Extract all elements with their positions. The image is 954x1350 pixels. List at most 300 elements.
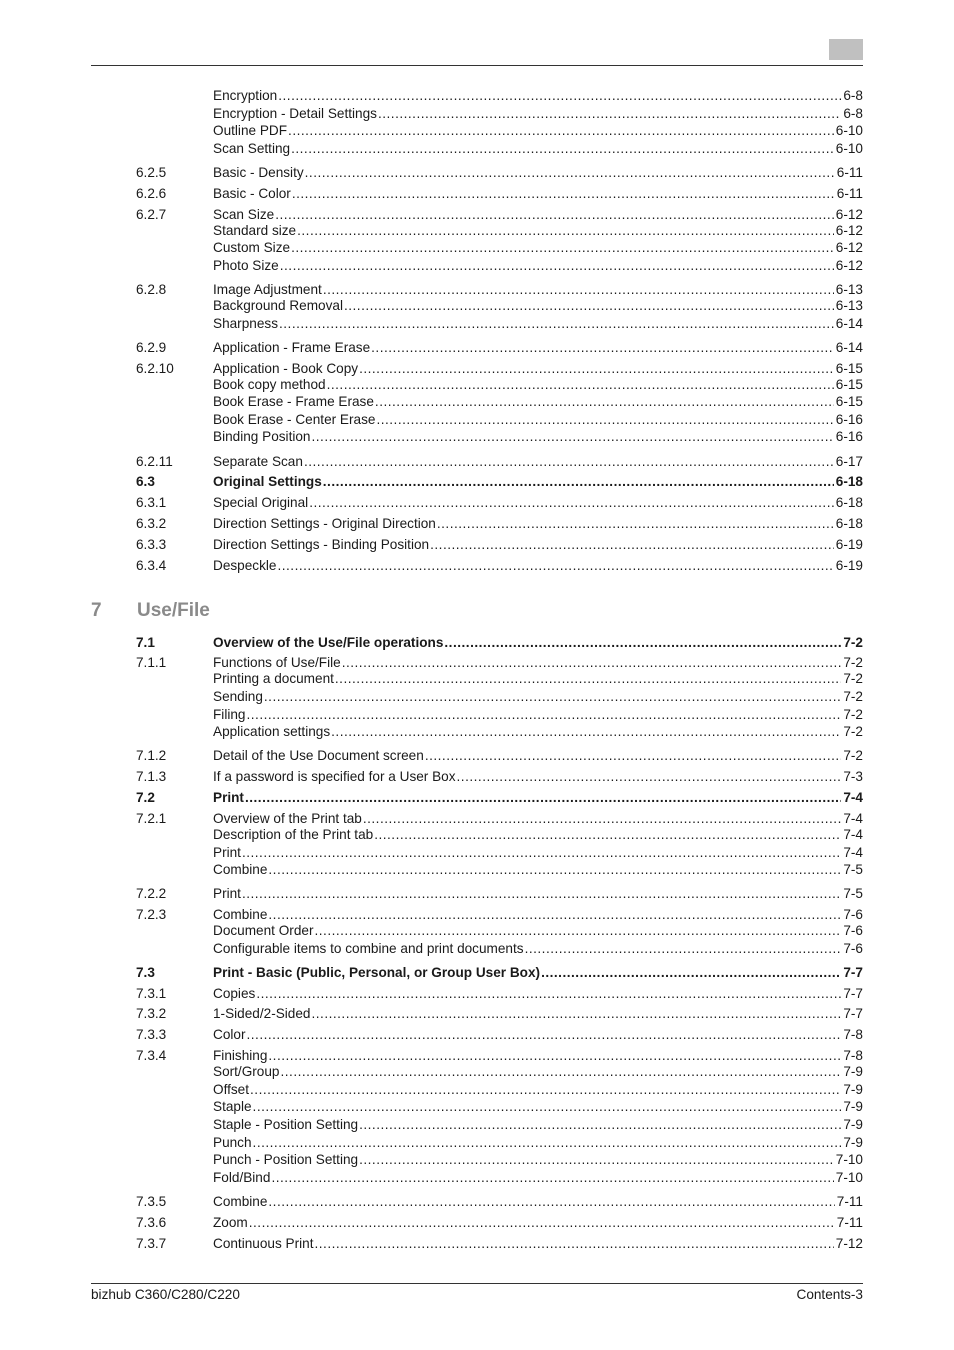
dot-leader xyxy=(525,940,842,957)
toc-entry-number: 7.3.3 xyxy=(136,1027,167,1042)
dot-leader xyxy=(256,985,841,1002)
toc-entry-title: Binding Position xyxy=(213,429,311,444)
toc-entry[interactable] xyxy=(0,239,954,256)
toc-entry-number: 7.1.1 xyxy=(136,655,167,670)
toc-entry-line xyxy=(213,844,863,861)
toc-entry-number: 6.2.5 xyxy=(136,165,167,180)
toc-entry[interactable] xyxy=(0,122,954,139)
toc-entry-number: 6.2.10 xyxy=(136,361,174,376)
toc-entry-number: 7.2.3 xyxy=(136,907,167,922)
toc-entry[interactable] xyxy=(0,826,954,843)
toc-entry-title: Printing a document xyxy=(213,671,334,686)
toc-entry[interactable] xyxy=(0,1235,954,1252)
dot-leader xyxy=(292,185,835,202)
toc-entry-line xyxy=(213,360,863,377)
dot-leader xyxy=(444,634,841,651)
toc-entry-line xyxy=(213,536,863,553)
toc-entry-title: Punch - Position Setting xyxy=(213,1152,359,1167)
toc-entry-page: 7-6 xyxy=(843,941,863,956)
toc-entry-title: Color xyxy=(213,1027,246,1042)
toc-entry-line xyxy=(213,1098,863,1115)
toc-entry-title: Combine xyxy=(213,862,268,877)
toc-entry-title: Sending xyxy=(213,689,263,704)
toc-entry[interactable] xyxy=(0,206,954,223)
toc-entry-line xyxy=(213,861,863,878)
toc-entry-line xyxy=(213,140,863,157)
toc-entry-line xyxy=(213,315,863,332)
toc-entry[interactable] xyxy=(0,1214,954,1231)
toc-entry-title: Description of the Print tab xyxy=(213,827,374,842)
toc-entry-title: Copies xyxy=(213,986,256,1001)
toc-entry[interactable] xyxy=(0,747,954,764)
toc-entry[interactable] xyxy=(0,557,954,574)
toc-entry-title: 1-Sided/2-Sided xyxy=(213,1006,311,1021)
toc-entry[interactable] xyxy=(0,140,954,157)
toc-entry-page: 6-8 xyxy=(843,88,863,103)
toc-entry[interactable] xyxy=(0,940,954,957)
dot-leader xyxy=(281,1063,842,1080)
chapter-heading xyxy=(91,600,210,622)
toc-entry-line xyxy=(213,1026,863,1043)
toc-entry[interactable] xyxy=(0,494,954,511)
toc-entry-page: 6-13 xyxy=(835,298,863,313)
toc-entry-line xyxy=(213,706,863,723)
toc-entry-number: 7.3.2 xyxy=(136,1006,167,1021)
toc-entry-title: Original Settings xyxy=(213,474,322,489)
toc-entry[interactable] xyxy=(0,723,954,740)
dot-leader xyxy=(253,1134,842,1151)
toc-entry-line xyxy=(213,411,863,428)
toc-entry-page: 6-15 xyxy=(835,394,863,409)
toc-entry-number: 7.3.1 xyxy=(136,986,167,1001)
dot-leader xyxy=(249,1214,835,1231)
toc-entry[interactable] xyxy=(0,87,954,104)
toc-entry[interactable] xyxy=(0,789,954,806)
toc-entry-title: Offset xyxy=(213,1082,250,1097)
dot-leader xyxy=(246,1026,841,1043)
toc-entry-page: 7-6 xyxy=(843,923,863,938)
toc-entry[interactable] xyxy=(0,257,954,274)
toc-entry[interactable] xyxy=(0,1005,954,1022)
toc-entry-title: Encryption - Detail Settings xyxy=(213,106,377,121)
dot-leader xyxy=(371,339,834,356)
toc-entry-number: 6.3 xyxy=(136,474,155,489)
toc-entry-page: 7-3 xyxy=(843,769,863,784)
toc-entry-line xyxy=(213,940,863,957)
dot-leader xyxy=(363,810,842,827)
dot-leader xyxy=(264,688,841,705)
toc-entry-line xyxy=(213,1116,863,1133)
toc-entry-line xyxy=(213,1081,863,1098)
dot-leader xyxy=(279,315,834,332)
toc-entry-title: Print xyxy=(213,845,241,860)
toc-entry-page: 7-2 xyxy=(843,748,863,763)
toc-entry[interactable] xyxy=(0,453,954,470)
dot-leader xyxy=(374,826,841,843)
toc-entry-page: 7-2 xyxy=(843,635,863,650)
toc-entry-line xyxy=(213,1134,863,1151)
toc-entry-line xyxy=(213,1214,863,1231)
toc-entry-number: 6.2.7 xyxy=(136,207,167,222)
toc-entry-page: 7-5 xyxy=(843,886,863,901)
toc-entry-page: 6-14 xyxy=(835,340,863,355)
toc-entry-title: Print - Basic (Public, Personal, or Group User Box) xyxy=(213,965,541,980)
toc-entry[interactable] xyxy=(0,281,954,298)
toc-entry[interactable] xyxy=(0,393,954,410)
toc-entry-page: 6-18 xyxy=(835,516,863,531)
toc-entry-line xyxy=(213,1169,863,1186)
dot-leader xyxy=(305,164,835,181)
toc-entry-page: 6-8 xyxy=(843,106,863,121)
toc-entry-number: 6.2.8 xyxy=(136,282,167,297)
dot-leader xyxy=(268,1193,834,1210)
toc-entry-title: Scan Setting xyxy=(213,141,291,156)
toc-entry-line xyxy=(213,257,863,274)
toc-entry[interactable] xyxy=(0,411,954,428)
toc-entry-title: Fold/Bind xyxy=(213,1170,271,1185)
dot-leader xyxy=(342,654,842,671)
toc-entry-page: 7-10 xyxy=(835,1152,863,1167)
toc-entry-page: 7-2 xyxy=(843,724,863,739)
toc-entry-page: 6-15 xyxy=(835,361,863,376)
toc-entry-number: 6.2.6 xyxy=(136,186,167,201)
toc-entry-title: Encryption xyxy=(213,88,278,103)
toc-entry[interactable] xyxy=(0,164,954,181)
toc-entry-line xyxy=(213,885,863,902)
toc-entry[interactable] xyxy=(0,844,954,861)
toc-entry-title: Basic - Density xyxy=(213,165,304,180)
toc-entry-page: 7-4 xyxy=(843,845,863,860)
toc-entry-page: 7-7 xyxy=(843,1006,863,1021)
toc-entry-title: Overview of the Use/File operations xyxy=(213,635,444,650)
toc-entry-line xyxy=(213,985,863,1002)
toc-entry-number: 7.1.3 xyxy=(136,769,167,784)
toc-entry-line xyxy=(213,634,863,651)
toc-entry-line xyxy=(213,1193,863,1210)
toc-entry-line xyxy=(213,281,863,298)
toc-entry-line xyxy=(213,747,863,764)
toc-entry-page: 6-16 xyxy=(835,429,863,444)
toc-entry-line xyxy=(213,297,863,314)
toc-entry[interactable] xyxy=(0,105,954,122)
toc-entry-number: 7.3.7 xyxy=(136,1236,167,1251)
toc-entry-page: 7-4 xyxy=(843,790,863,805)
toc-entry-title: Book copy method xyxy=(213,377,326,392)
toc-entry-title: Staple xyxy=(213,1099,252,1114)
toc-entry-line xyxy=(213,339,863,356)
toc-entry-page: 7-12 xyxy=(835,1236,863,1251)
dot-leader xyxy=(291,140,834,157)
toc-entry-line xyxy=(213,723,863,740)
toc-entry-page: 7-2 xyxy=(843,655,863,670)
dot-leader xyxy=(297,222,834,239)
toc-entry-line xyxy=(213,826,863,843)
toc-entry[interactable] xyxy=(0,222,954,239)
toc-entry-page: 6-18 xyxy=(835,495,863,510)
dot-leader xyxy=(288,122,834,139)
toc-entry-title: Basic - Color xyxy=(213,186,291,201)
toc-entry[interactable] xyxy=(0,515,954,532)
toc-entry-title: If a password is specified for a User Box xyxy=(213,769,456,784)
toc-entry-line xyxy=(213,789,863,806)
toc-entry-title: Overview of the Print tab xyxy=(213,811,362,826)
toc-entry[interactable] xyxy=(0,1063,954,1080)
toc-entry-page: 6-10 xyxy=(835,123,863,138)
toc-entry[interactable] xyxy=(0,985,954,1002)
dot-leader xyxy=(304,453,834,470)
toc-entry-page: 6-17 xyxy=(835,454,863,469)
toc-entry-line xyxy=(213,1005,863,1022)
toc-entry-title: Despeckle xyxy=(213,558,277,573)
toc-entry-line xyxy=(213,515,863,532)
toc-entry-title: Punch xyxy=(213,1135,252,1150)
toc-entry-title: Direction Settings - Binding Position xyxy=(213,537,430,552)
toc-entry-line xyxy=(213,206,863,223)
toc-entry-line xyxy=(213,473,863,490)
toc-entry-number: 6.2.11 xyxy=(136,454,173,469)
dot-leader xyxy=(359,1116,841,1133)
toc-entry-line xyxy=(213,494,863,511)
toc-entry-line xyxy=(213,453,863,470)
toc-entry-number: 6.3.2 xyxy=(136,516,167,531)
toc-entry[interactable] xyxy=(0,964,954,981)
toc-entry-line xyxy=(213,1063,863,1080)
toc-entry-page: 6-10 xyxy=(835,141,863,156)
toc-entry[interactable] xyxy=(0,885,954,902)
toc-entry-page: 7-8 xyxy=(843,1048,863,1063)
dot-leader xyxy=(376,411,833,428)
dot-leader xyxy=(457,768,842,785)
toc-entry-title: Sharpness xyxy=(213,316,278,331)
dot-leader xyxy=(268,1047,841,1064)
toc-entry-page: 7-10 xyxy=(835,1170,863,1185)
toc-entry[interactable] xyxy=(0,922,954,939)
footer-page-number: Contents-3 xyxy=(796,1287,863,1302)
toc-entry-number: 6.3.1 xyxy=(136,495,167,510)
toc-entry-line xyxy=(213,670,863,687)
toc-entry[interactable] xyxy=(0,315,954,332)
dot-leader xyxy=(278,87,841,104)
toc-entry-page: 7-4 xyxy=(843,811,863,826)
toc-entry-title: Application settings xyxy=(213,724,331,739)
toc-entry[interactable] xyxy=(0,473,954,490)
toc-entry-line xyxy=(213,964,863,981)
dot-leader xyxy=(323,281,834,298)
toc-entry[interactable] xyxy=(0,670,954,687)
dot-leader xyxy=(309,494,834,511)
toc-entry-line xyxy=(213,428,863,445)
toc-entry-title: Print xyxy=(213,790,244,805)
toc-entry-page: 7-7 xyxy=(843,986,863,1001)
toc-entry-title: Filing xyxy=(213,707,246,722)
toc-entry-title: Detail of the Use Document screen xyxy=(213,748,424,763)
toc-entry-line xyxy=(213,1047,863,1064)
toc-entry[interactable] xyxy=(0,654,954,671)
toc-entry[interactable] xyxy=(0,297,954,314)
toc-entry-title: Configurable items to combine and print documents xyxy=(213,941,524,956)
toc-entry[interactable] xyxy=(0,1193,954,1210)
toc-entry-line xyxy=(213,654,863,671)
toc-entry-line xyxy=(213,1235,863,1252)
toc-entry-page: 6-12 xyxy=(835,223,863,238)
toc-entry-page: 6-15 xyxy=(835,377,863,392)
toc-entry[interactable] xyxy=(0,428,954,445)
dot-leader xyxy=(250,1081,841,1098)
toc-entry-line xyxy=(213,906,863,923)
dot-leader xyxy=(315,1235,834,1252)
toc-entry-title: Application - Book Copy xyxy=(213,361,359,376)
toc-entry-page: 7-2 xyxy=(843,689,863,704)
toc-entry-title: Combine xyxy=(213,1194,268,1209)
toc-entry-title: Functions of Use/File xyxy=(213,655,341,670)
toc-entry-line xyxy=(213,557,863,574)
toc-entry-title: Separate Scan xyxy=(213,454,303,469)
dot-leader xyxy=(275,206,834,223)
toc-entry[interactable] xyxy=(0,1116,954,1133)
toc-entry-page: 6-11 xyxy=(836,186,863,201)
toc-entry-number: 7.3.6 xyxy=(136,1215,167,1230)
toc-entry-title: Staple - Position Setting xyxy=(213,1117,359,1132)
dot-leader xyxy=(242,885,841,902)
toc-entry[interactable] xyxy=(0,339,954,356)
toc-entry-line xyxy=(213,185,863,202)
toc-entry[interactable] xyxy=(0,688,954,705)
dot-leader xyxy=(242,844,841,861)
toc-entry-number: 7.3 xyxy=(136,965,155,980)
toc-entry-page: 7-11 xyxy=(836,1194,863,1209)
dot-leader xyxy=(430,536,834,553)
toc-entry-page: 7-8 xyxy=(843,1027,863,1042)
toc-entry[interactable] xyxy=(0,706,954,723)
dot-leader xyxy=(344,297,834,314)
dot-leader xyxy=(268,906,841,923)
chapter-number: 7 xyxy=(91,600,102,621)
dot-leader xyxy=(378,105,841,122)
toc-entry-number: 6.3.4 xyxy=(136,558,167,573)
toc-entry-page: 7-4 xyxy=(843,827,863,842)
toc-entry-title: Background Removal xyxy=(213,298,343,313)
toc-entry-title: Continuous Print xyxy=(213,1236,314,1251)
toc-entry[interactable] xyxy=(0,810,954,827)
toc-entry[interactable] xyxy=(0,185,954,202)
dot-leader xyxy=(268,861,841,878)
toc-entry-number: 7.3.5 xyxy=(136,1194,167,1209)
toc-entry-number: 6.3.3 xyxy=(136,537,167,552)
toc-entry-page: 7-9 xyxy=(843,1135,863,1150)
toc-entry[interactable] xyxy=(0,360,954,377)
toc-entry-page: 6-19 xyxy=(835,537,863,552)
toc-entry[interactable] xyxy=(0,634,954,651)
toc-entry-title: Direction Settings - Original Direction xyxy=(213,516,436,531)
toc-entry[interactable] xyxy=(0,1134,954,1151)
toc-entry-title: Standard size xyxy=(213,223,297,238)
toc-entry-number: 7.3.4 xyxy=(136,1048,167,1063)
dot-leader xyxy=(280,257,834,274)
toc-entry-number: 7.2 xyxy=(136,790,155,805)
toc-entry[interactable] xyxy=(0,1169,954,1186)
toc-entry-line xyxy=(213,222,863,239)
toc-entry-page: 7-5 xyxy=(843,862,863,877)
toc-entry[interactable] xyxy=(0,906,954,923)
toc-entry-page: 6-12 xyxy=(835,258,863,273)
dot-leader xyxy=(323,473,834,490)
toc-entry-page: 6-13 xyxy=(835,282,863,297)
footer-product-name: bizhub C360/C280/C220 xyxy=(91,1287,240,1302)
dot-leader xyxy=(245,789,841,806)
dot-leader xyxy=(253,1098,842,1115)
toc-entry-title: Outline PDF xyxy=(213,123,288,138)
dot-leader xyxy=(359,360,834,377)
toc-entry-title: Finishing xyxy=(213,1048,268,1063)
dot-leader xyxy=(437,515,834,532)
toc-entry-title: Document Order xyxy=(213,923,314,938)
toc-entry-page: 6-14 xyxy=(835,316,863,331)
toc-entry[interactable] xyxy=(0,1098,954,1115)
toc-entry-page: 7-9 xyxy=(843,1082,863,1097)
toc-entry[interactable] xyxy=(0,1047,954,1064)
toc-entry-page: 6-12 xyxy=(835,207,863,222)
dot-leader xyxy=(359,1151,834,1168)
toc-entry-line xyxy=(213,239,863,256)
toc-entry-line xyxy=(213,688,863,705)
toc-entry-line xyxy=(213,393,863,410)
toc-entry-number: 6.2.9 xyxy=(136,340,167,355)
toc-entry-title: Photo Size xyxy=(213,258,279,273)
toc-entry[interactable] xyxy=(0,1151,954,1168)
dot-leader xyxy=(277,557,833,574)
toc-entry-line xyxy=(213,1151,863,1168)
dot-leader xyxy=(314,922,841,939)
toc-entry[interactable] xyxy=(0,1081,954,1098)
toc-entry-page: 7-6 xyxy=(843,907,863,922)
toc-entry-line xyxy=(213,810,863,827)
toc-entry-number: 7.2.2 xyxy=(136,886,167,901)
dot-leader xyxy=(327,376,834,393)
toc-entry-number: 7.1 xyxy=(136,635,155,650)
toc-entry-page: 7-11 xyxy=(836,1215,863,1230)
toc-entry-title: Scan Size xyxy=(213,207,275,222)
toc-entry-page: 6-12 xyxy=(835,240,863,255)
toc-entry-line xyxy=(213,376,863,393)
dot-leader xyxy=(312,428,834,445)
toc-entry-page: 6-18 xyxy=(835,474,863,489)
toc-entry-title: Special Original xyxy=(213,495,309,510)
dot-leader xyxy=(331,723,841,740)
toc-entry[interactable] xyxy=(0,768,954,785)
toc-entry-page: 7-9 xyxy=(843,1099,863,1114)
toc-entry-title: Print xyxy=(213,886,241,901)
toc-entry-title: Sort/Group xyxy=(213,1064,280,1079)
toc-entry[interactable] xyxy=(0,1026,954,1043)
toc-entry[interactable] xyxy=(0,376,954,393)
toc-entry-page: 7-7 xyxy=(843,965,863,980)
toc-entry[interactable] xyxy=(0,861,954,878)
toc-entry-page: 6-19 xyxy=(835,558,863,573)
toc-entry-page: 7-2 xyxy=(843,671,863,686)
dot-leader xyxy=(246,706,841,723)
toc-entry-number: 7.1.2 xyxy=(136,748,167,763)
toc-entry-page: 6-11 xyxy=(836,165,863,180)
toc-entry-title: Book Erase - Center Erase xyxy=(213,412,376,427)
toc-entry[interactable] xyxy=(0,536,954,553)
toc-entry-title: Book Erase - Frame Erase xyxy=(213,394,374,409)
dot-leader xyxy=(541,964,841,981)
footer-divider xyxy=(91,1283,863,1284)
toc-entry-line xyxy=(213,164,863,181)
toc-entry-title: Combine xyxy=(213,907,268,922)
dot-leader xyxy=(312,1005,842,1022)
header-divider xyxy=(91,65,863,66)
